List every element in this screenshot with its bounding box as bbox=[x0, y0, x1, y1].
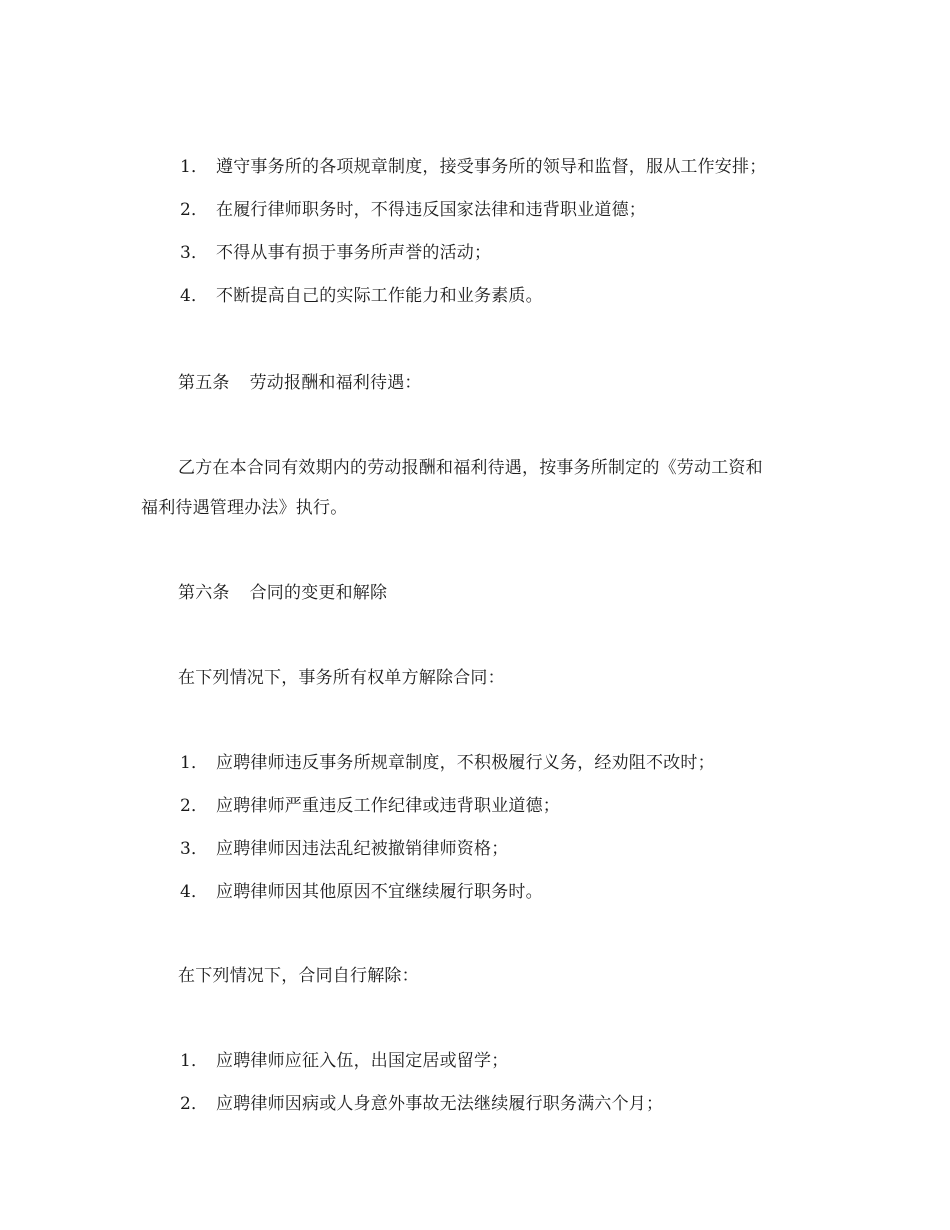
list-item bbox=[180, 1050, 508, 1072]
article-label: 第六条 bbox=[178, 583, 230, 603]
article-label: 第五条 bbox=[178, 373, 230, 393]
list-item bbox=[180, 156, 766, 178]
list-number: 3． bbox=[180, 839, 209, 859]
paragraph-line: 乙方在本合同有效期内的劳动报酬和福利待遇，按事务所制定的《劳动工资和 bbox=[178, 458, 763, 478]
list-number: 3． bbox=[180, 243, 209, 263]
list-text: 应聘律师因违法乱纪被撤销律师资格； bbox=[216, 839, 509, 859]
list-number: 2． bbox=[180, 1094, 209, 1114]
article-heading-5 bbox=[178, 372, 422, 394]
list-text: 遵守事务所的各项规章制度，接受事务所的领导和监督，服从工作安排； bbox=[216, 157, 767, 177]
article-title: 合同的变更和解除 bbox=[249, 583, 388, 603]
list-text: 应聘律师应征入伍，出国定居或留学； bbox=[216, 1051, 509, 1071]
list-number: 2． bbox=[180, 200, 209, 220]
list-item bbox=[180, 752, 715, 774]
list-number: 1． bbox=[180, 1051, 209, 1071]
section-intro: 在下列情况下，事务所有权单方解除合同： bbox=[178, 668, 505, 688]
list-number: 1． bbox=[180, 753, 209, 773]
list-text: 应聘律师严重违反工作纪律或违背职业道德； bbox=[216, 796, 560, 816]
section-intro: 在下列情况下，合同自行解除： bbox=[178, 966, 419, 986]
paragraph-line: 福利待遇管理办法》执行。 bbox=[141, 498, 348, 518]
list-item bbox=[180, 199, 646, 221]
list-item bbox=[180, 1093, 663, 1115]
list-number: 1． bbox=[180, 157, 209, 177]
list-text: 不断提高自己的实际工作能力和业务素质。 bbox=[216, 286, 543, 306]
list-text: 应聘律师因病或人身意外事故无法继续履行职务满六个月； bbox=[216, 1094, 664, 1114]
list-item bbox=[180, 881, 543, 903]
list-item bbox=[180, 285, 543, 307]
list-item bbox=[180, 838, 508, 860]
article-title: 劳动报酬和福利待遇： bbox=[249, 373, 422, 393]
list-text: 在履行律师职务时，不得违反国家法律和违背职业道德； bbox=[216, 200, 646, 220]
list-item bbox=[180, 795, 560, 817]
list-text: 应聘律师因其他原因不宜继续履行职务时。 bbox=[216, 882, 543, 902]
list-text: 应聘律师违反事务所规章制度，不积极履行义务，经劝阻不改时； bbox=[216, 753, 715, 773]
list-number: 4． bbox=[180, 882, 209, 902]
list-item bbox=[180, 242, 491, 264]
list-text: 不得从事有损于事务所声誉的活动； bbox=[216, 243, 492, 263]
list-number: 2． bbox=[180, 796, 209, 816]
list-number: 4． bbox=[180, 286, 209, 306]
article-heading-6 bbox=[178, 582, 387, 604]
